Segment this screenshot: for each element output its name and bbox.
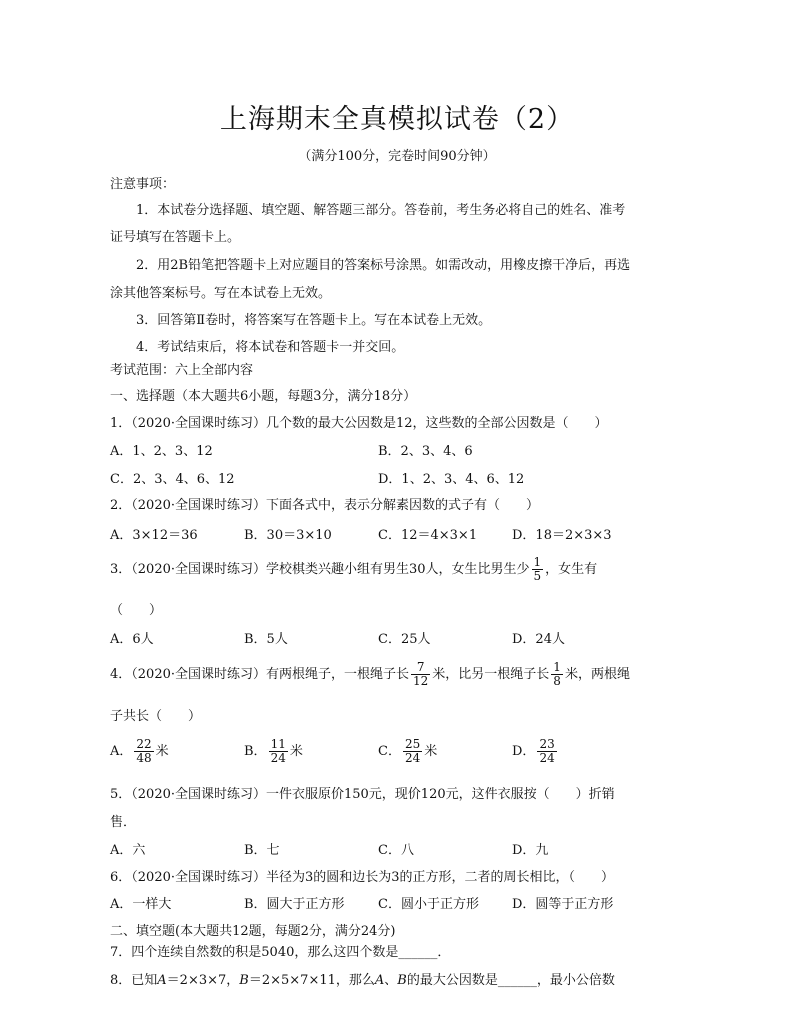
question-2-option-b: B．30＝3×10 (244, 528, 332, 543)
fraction-7-12: $\frac{7}{12}$ (413, 660, 429, 688)
section-2-heading: 二、填空题(本大题共12题，每题2分，满分24分) (110, 924, 396, 939)
question-6-option-d: D．圆等于正方形 (512, 897, 614, 912)
question-3-option-a: A．6人 (110, 632, 154, 647)
exam-scope: 考试范围：六上全部内容 (110, 363, 254, 378)
option-c-fraction: $\frac{25}{24}$ (404, 737, 421, 765)
question-8: 8．已知A＝2×3×7，B＝2×5×7×11，那么A、B的最大公因数是______，最小公倍数 (110, 973, 615, 988)
question-3-stem (110, 556, 597, 583)
question-3-option-c: C．25人 (378, 632, 431, 647)
question-5-option-b: B．七 (244, 843, 280, 858)
question-1-option-d: D．1、2、3、4、6、12 (378, 472, 525, 487)
question-5-option-d: D．九 (512, 843, 549, 858)
question-4-stem (110, 661, 630, 688)
option-b-fraction: $\frac{11}{24}$ (270, 737, 286, 765)
page-title: 上海期末全真模拟试卷（2） (219, 104, 575, 135)
question-2-option-c: C．12＝4×3×1 (378, 528, 478, 543)
page-subtitle: （满分100分，完卷时间90分钟） (298, 149, 496, 164)
question-1-option-c: C．2、3、4、6、12 (110, 472, 235, 487)
question-2-option-d: D．18＝2×3×3 (512, 528, 612, 543)
question-6-stem: 6．（2020·全国课时练习）半径为3的圆和边长为3的正方形，二者的周长相比，（ ） (110, 870, 615, 885)
question-3-option-d: D．24人 (512, 632, 565, 647)
question-6-option-b: B．圆大于正方形 (244, 897, 345, 912)
fraction-1-8: $\frac{1}{8}$ (553, 660, 561, 688)
question-7: 7．四个连续自然数的积是5040，那么这四个数是______． (110, 945, 451, 960)
question-1-stem: 1．（2020·全国课时练习）几个数的最大公因数是12，这些数的全部公因数是（ ） (110, 416, 608, 431)
question-4-stem-mid: 米，比另一根绳子长 (432, 667, 550, 682)
question-5-option-c: C．八 (378, 843, 414, 858)
question-3-option-b: B．5人 (244, 632, 288, 647)
question-6-option-a: A．一样大 (110, 897, 172, 912)
question-6-option-c: C．圆小于正方形 (378, 897, 479, 912)
question-5-option-a: A．六 (110, 843, 146, 858)
notes-heading: 注意事项： (110, 177, 176, 192)
option-a-fraction: $\frac{22}{48}$ (136, 737, 152, 765)
question-4-option-a: A． $\frac{22}{48}$ 米 (110, 737, 169, 765)
note-2-line-2: 涂其他答案标号。写在本试卷上无效。 (110, 286, 332, 301)
question-5-stem: 5．（2020·全国课时练习）一件衣服原价150元，现价120元，这件衣服按（ ）折销 (110, 787, 615, 802)
question-4-stem-end: 米，两根绳 (564, 667, 630, 682)
question-4-option-c: C． $\frac{25}{24}$ 米 (378, 737, 438, 765)
fraction-one-fifth: $\frac{1}{5}$ (533, 555, 542, 583)
question-1-option-b: B．2、3、4、6 (378, 444, 473, 459)
question-3-answer-paren: （ ） (110, 603, 163, 618)
question-4-stem-text: 4．（2020·全国课时练习）有两根绳子，一根绳子长 (110, 667, 409, 682)
question-2-stem: 2．（2020·全国课时练习）下面各式中，表示分解素因数的式子有（ ） (110, 498, 539, 513)
question-3-stem-text: 3．（2020·全国课时练习）学校棋类兴趣小组有男生30人，女生比男生少 (110, 562, 530, 577)
note-3: 3．回答第Ⅱ卷时，将答案写在答题卡上。写在本试卷上无效。 (136, 313, 492, 328)
question-2-option-a: A．3×12＝36 (110, 528, 198, 543)
note-1-line-2: 证号填写在答题卡上。 (110, 230, 241, 245)
note-1-line-1: 1．本试卷分选择题、填空题、解答题三部分。答卷前，考生务必将自己的姓名、准考 (136, 203, 626, 218)
section-1-heading: 一、选择题（本大题共6小题，每题3分，满分18分） (110, 389, 417, 404)
question-3-stem-end: ，女生有 (545, 562, 598, 577)
question-1-option-a: A．1、2、3、12 (110, 444, 213, 459)
question-5-stem-line-2: 售． (110, 815, 137, 830)
note-2-line-1: 2．用2B铅笔把答题卡上对应题目的答案标号涂黑。如需改动，用橡皮擦干净后，再选 (136, 258, 631, 273)
question-4-stem-line-2: 子共长（ ） (110, 709, 202, 724)
option-d-fraction: $\frac{23}{24}$ (539, 737, 555, 765)
question-4-option-b: B． $\frac{11}{24}$ 米 (244, 737, 303, 765)
question-4-option-d: D． $\frac{23}{24}$ (512, 737, 555, 765)
note-4: 4．考试结束后，将本试卷和答题卡一并交回。 (136, 340, 405, 355)
